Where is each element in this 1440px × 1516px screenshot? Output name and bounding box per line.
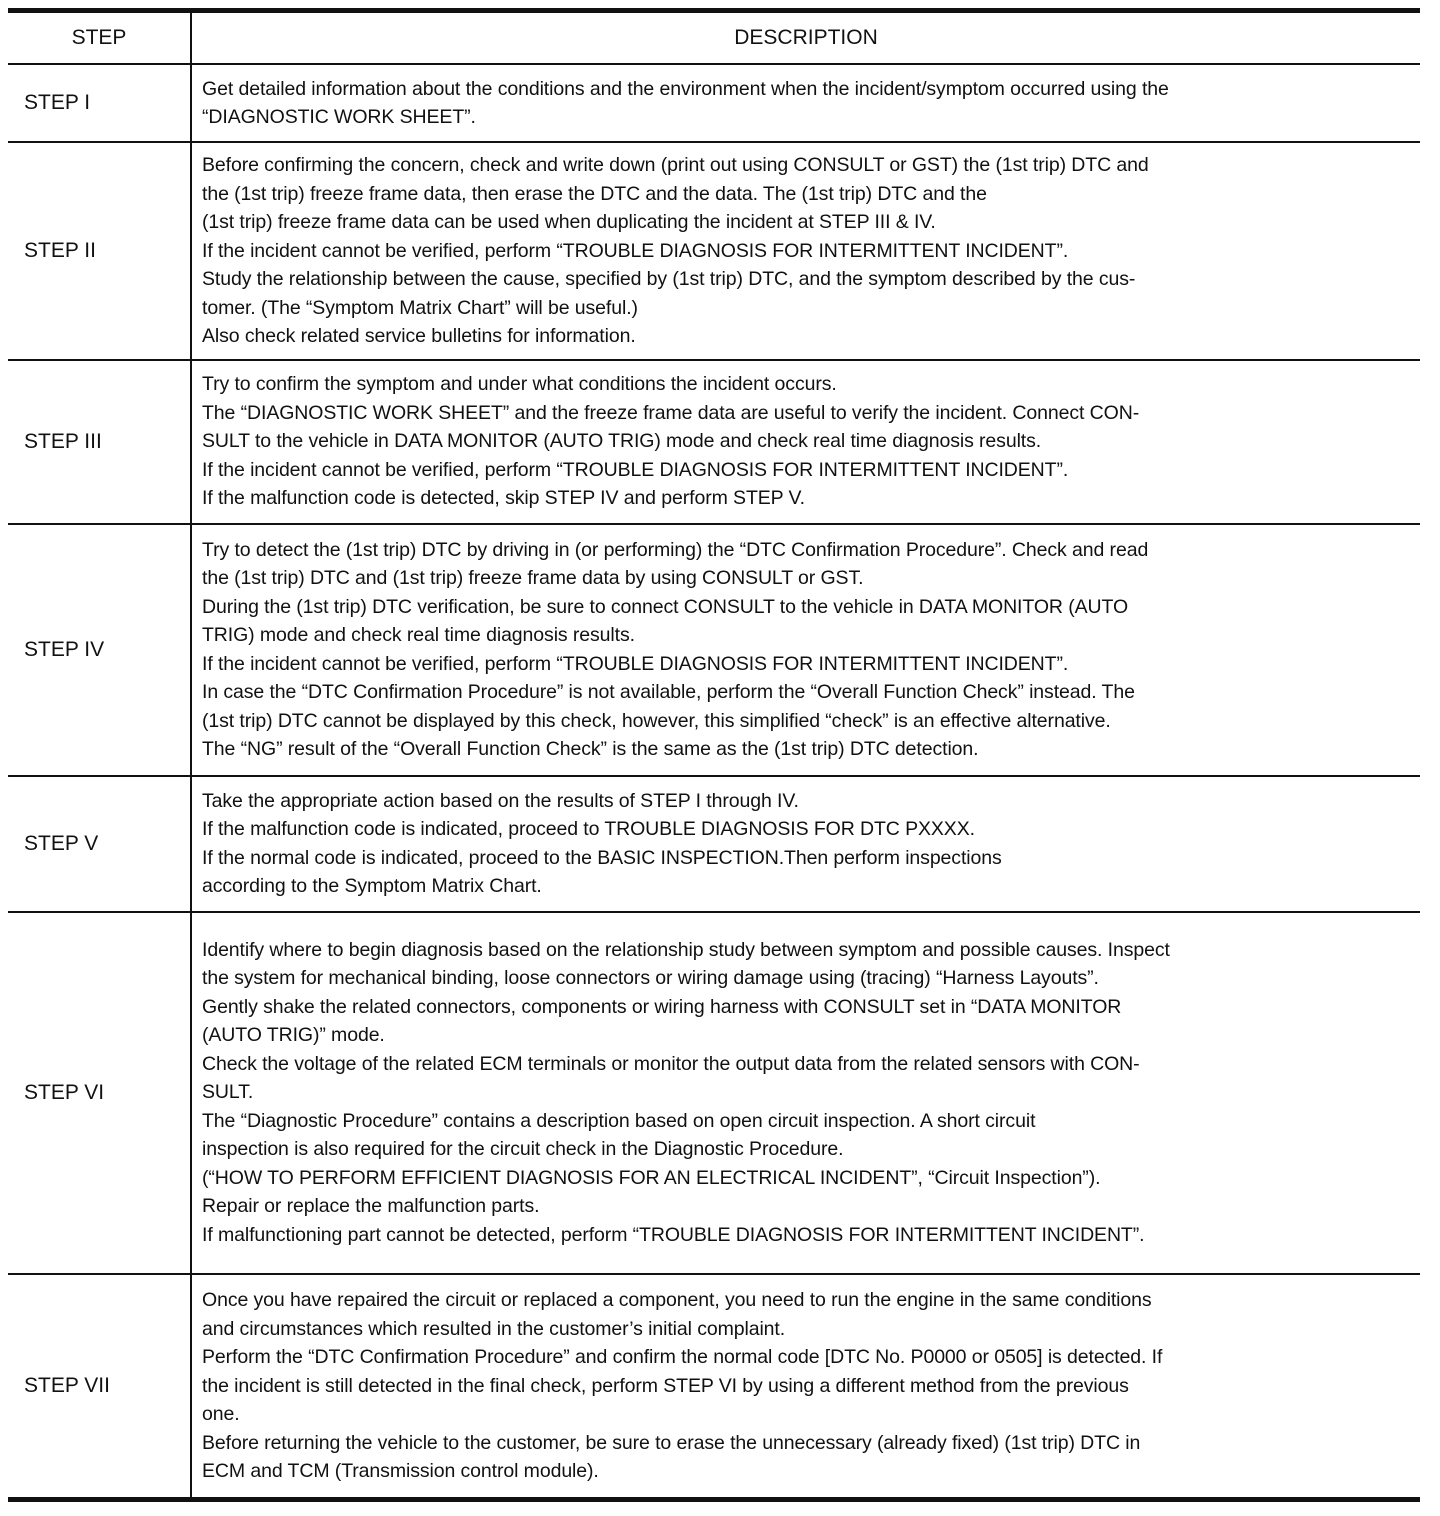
description-line: In case the “DTC Confirmation Procedure” is not available, perform the “Overall Function Check” instead. The: [202, 681, 1135, 703]
description-line: The “Diagnostic Procedure” contains a description based on open circuit inspection. A short circuit: [202, 1109, 1036, 1132]
description-line: inspection is also required for the circuit check in the Diagnostic Procedure.: [202, 1138, 844, 1161]
description-line: Perform the “DTC Confirmation Procedure” and confirm the normal code [DTC No. P0000 or 0505] is detected. If: [202, 1346, 1163, 1368]
description-line: SULT to the vehicle in DATA MONITOR (AUTO TRIG) mode and check real time diagnosis results.: [202, 430, 1042, 453]
table-body: [8, 64, 1420, 1500]
diagnostic-steps-table: [8, 8, 1420, 1502]
step-description: [191, 142, 1420, 360]
table-row: [8, 142, 1420, 360]
description-line: If the incident cannot be verified, perform “TROUBLE DIAGNOSIS FOR INTERMITTENT INCIDENT”.: [202, 239, 1069, 262]
description-line: Before confirming the concern, check and write down (print out using CONSULT or GST) the (1st trip) DTC and: [202, 154, 1149, 176]
step-label: STEP V: [8, 776, 191, 912]
description-line: Also check related service bulletins for information.: [202, 325, 636, 347]
diagnostic-steps-table-container: [8, 8, 1420, 1502]
description-line: Repair or replace the malfunction parts.: [202, 1195, 540, 1218]
step-description: [191, 524, 1420, 776]
description-line: Identify where to begin diagnosis based on the relationship study between symptom and possible causes. Inspect: [202, 938, 1170, 961]
description-line: Study the relationship between the cause, specified by (1st trip) DTC, and the symptom described by the cus-: [202, 268, 1136, 290]
description-line: ECM and TCM (Transmission control module).: [202, 1460, 599, 1482]
description-line: (1st trip) DTC cannot be displayed by this check, however, this simplified “check” is an effective alternative.: [202, 709, 1111, 732]
description-line: according to the Symptom Matrix Chart.: [202, 875, 542, 897]
description-line: Get detailed information about the conditions and the environment when the incident/symptom occurred using the: [202, 77, 1169, 100]
table-row: [8, 912, 1420, 1274]
table-header-row: [8, 11, 1420, 65]
description-line: one.: [202, 1403, 240, 1425]
description-line: Take the appropriate action based on the results of STEP I through IV.: [202, 789, 799, 812]
step-description: [191, 776, 1420, 912]
description-line: (1st trip) freeze frame data can be used when duplicating the incident at STEP III & IV.: [202, 211, 936, 233]
table-row: [8, 1274, 1420, 1500]
description-line: Once you have repaired the circuit or replaced a component, you need to run the engine in the same conditions: [202, 1289, 1152, 1311]
step-label: STEP II: [8, 142, 191, 360]
step-label: STEP III: [8, 360, 191, 524]
description-line: (AUTO TRIG)” mode.: [202, 1024, 385, 1047]
step-label: STEP VI: [8, 912, 191, 1274]
description-line: the system for mechanical binding, loose connectors or wiring damage using (tracing) “Harness Layouts”.: [202, 967, 1099, 990]
description-line: TRIG) mode and check real time diagnosis results.: [202, 624, 635, 646]
step-description: [191, 360, 1420, 524]
description-line: If the malfunction code is indicated, proceed to TROUBLE DIAGNOSIS FOR DTC PXXXX.: [202, 818, 975, 840]
table-row: [8, 360, 1420, 524]
description-line: Before returning the vehicle to the customer, be sure to erase the unnecessary (already fixed) (1st trip) DTC in: [202, 1431, 1141, 1454]
step-description: [191, 64, 1420, 142]
description-line: Try to confirm the symptom and under what conditions the incident occurs.: [202, 373, 837, 396]
description-line: tomer. (The “Symptom Matrix Chart” will be useful.): [202, 296, 638, 319]
description-line: During the (1st trip) DTC verification, be sure to connect CONSULT to the vehicle in DATA MONITOR (AUTO: [202, 595, 1129, 618]
table-row: [8, 524, 1420, 776]
step-label: STEP I: [8, 64, 191, 142]
step-description: [191, 1274, 1420, 1500]
table-row: [8, 776, 1420, 912]
description-line: Gently shake the related connectors, components or wiring harness with CONSULT set in “DATA MONITOR: [202, 995, 1122, 1018]
description-line: If the malfunction code is detected, skip STEP IV and perform STEP V.: [202, 487, 805, 510]
description-line: the (1st trip) freeze frame data, then erase the DTC and the data. The (1st trip) DTC and the: [202, 182, 987, 205]
description-line: Check the voltage of the related ECM terminals or monitor the output data from the related sensors with CON-: [202, 1052, 1140, 1075]
table-row: [8, 64, 1420, 142]
description-line: The “NG” result of the “Overall Function Check” is the same as the (1st trip) DTC detection.: [202, 738, 979, 760]
description-line: If the incident cannot be verified, perform “TROUBLE DIAGNOSIS FOR INTERMITTENT INCIDENT”.: [202, 458, 1069, 481]
description-line: If the normal code is indicated, proceed to the BASIC INSPECTION.Then perform inspections: [202, 846, 1002, 869]
description-line: and circumstances which resulted in the customer’s initial complaint.: [202, 1317, 786, 1340]
description-line: Try to detect the (1st trip) DTC by driving in (or performing) the “DTC Confirmation Procedure”. Check and read: [202, 538, 1149, 561]
description-line: the (1st trip) DTC and (1st trip) freeze frame data by using CONSULT or GST.: [202, 567, 864, 589]
description-line: If malfunctioning part cannot be detected, perform “TROUBLE DIAGNOSIS FOR INTERMITTENT INCIDENT”.: [202, 1223, 1145, 1246]
header-description: DESCRIPTION: [191, 11, 1420, 65]
description-line: SULT.: [202, 1081, 254, 1104]
step-label: STEP VII: [8, 1274, 191, 1500]
step-label: STEP IV: [8, 524, 191, 776]
header-step: STEP: [8, 11, 191, 65]
step-description: [191, 912, 1420, 1274]
description-line: “DIAGNOSTIC WORK SHEET”.: [202, 106, 476, 128]
description-line: (“HOW TO PERFORM EFFICIENT DIAGNOSIS FOR AN ELECTRICAL INCIDENT”, “Circuit Inspection”).: [202, 1166, 1101, 1189]
description-line: the incident is still detected in the final check, perform STEP VI by using a different method from the previous: [202, 1374, 1129, 1397]
description-line: The “DIAGNOSTIC WORK SHEET” and the freeze frame data are useful to verify the incident. Connect CON-: [202, 401, 1140, 424]
description-line: If the incident cannot be verified, perform “TROUBLE DIAGNOSIS FOR INTERMITTENT INCIDENT”.: [202, 652, 1069, 675]
